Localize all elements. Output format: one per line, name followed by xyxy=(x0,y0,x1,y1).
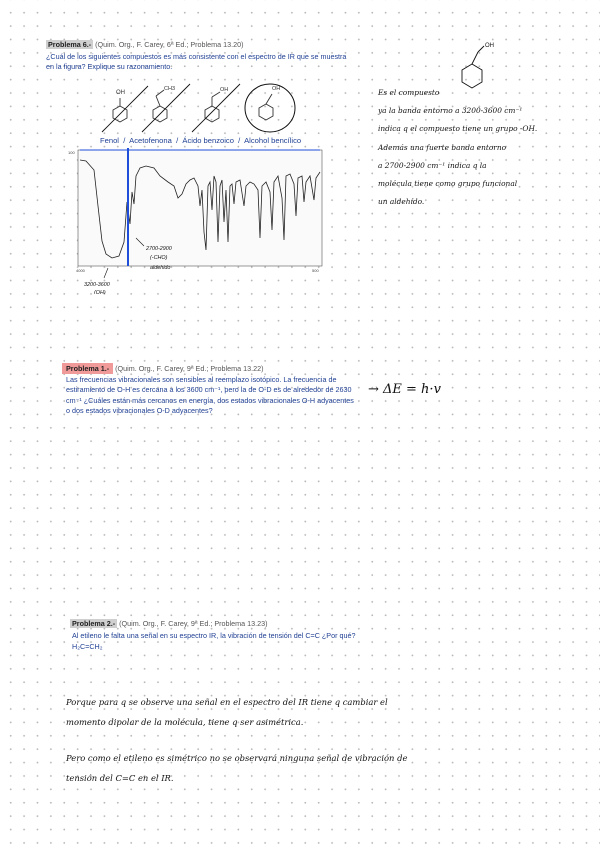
answer-line: molécula tiene como grupo funcional xyxy=(378,179,518,189)
problem1-answer: → ΔE = h·v xyxy=(368,382,441,397)
separator: / xyxy=(176,136,179,145)
answer-line: momento dipolar de la molécula, tiene q ser asimétrica. xyxy=(66,717,304,727)
answer-line: Pero como el etileno es simétrico no se observará ninguna señal de vibración de xyxy=(66,753,408,763)
problem2-header xyxy=(70,619,267,629)
problem1-header xyxy=(62,364,263,374)
answer-line: un aldehído. xyxy=(378,197,425,207)
problem6-header xyxy=(46,40,243,50)
answer-line: tensión del C=C en el IR. xyxy=(66,773,174,783)
x-axis-left-label: 4000 xyxy=(76,268,85,273)
annotation-3200-3600: 3200-3600 xyxy=(84,282,110,288)
ir-spectrum xyxy=(64,146,326,294)
compound-name-acetofenona: Acetofenona xyxy=(129,136,172,145)
answer-line: Además una fuerte banda entorno xyxy=(378,142,507,152)
compound-name-alcohol-bencilico: Alcohol bencílico xyxy=(244,136,302,145)
problem6-reference: (Quim. Org., F. Carey, 6ª Ed.; Problema 13.20) xyxy=(95,40,244,49)
annotation-aldehido: aldehido xyxy=(150,265,171,271)
benzyl-oh-label: OH xyxy=(272,86,281,92)
answer-line: a 2700-2900 cm⁻¹ indica q la xyxy=(378,160,487,170)
problem1-label: Problema 1.- xyxy=(62,363,113,374)
acetophenone-structure xyxy=(153,86,175,122)
answer-line: Porque para q se observe una señal en el espectro del IR tiene q cambiar el xyxy=(66,697,388,707)
ethylene-formula: H₂C=CH₂ xyxy=(72,642,103,651)
answer-line: indica q el compuesto tiene un grupo -OH. xyxy=(378,124,538,134)
phenol-structure xyxy=(113,90,127,122)
compound-name-acido-benzoico: Ácido benzoico xyxy=(182,136,234,145)
compound-structures xyxy=(90,80,315,138)
annotation-cho: (-CHO) xyxy=(150,255,168,261)
compound-names xyxy=(100,136,301,145)
problem2-reference: (Quim. Org., F. Carey, 9ª Ed.; Problema 13.23) xyxy=(119,619,268,628)
answer-oh-label: OH xyxy=(485,43,494,49)
annotation-2700-2900: 2700-2900 xyxy=(146,246,172,252)
x-axis-right-label: 500 xyxy=(312,268,319,273)
compound-name-fenol: Fenol xyxy=(100,136,119,145)
annotation-oh: (OH) xyxy=(94,290,106,294)
problem2-question: Al etileno le falta una señal en su espectro IR, la vibración de tensión del C=C ¿Por qué? xyxy=(72,631,356,640)
answer-line: ya la banda entorno a 3200-3600 cm⁻¹ xyxy=(378,106,523,116)
benzoic-acid-structure xyxy=(205,87,228,122)
phenol-oh-label: OH xyxy=(116,90,125,96)
problem2-answer xyxy=(66,697,526,783)
problem2-label: Problema 2.- xyxy=(72,619,116,628)
answer-line: Es el compuesto xyxy=(378,88,440,97)
problem1-reference: (Quim. Org., F. Carey, 9ª Ed.; Problema 13.22) xyxy=(115,364,264,373)
problem6-label: Problema 6.- xyxy=(48,40,92,49)
problem6-answer xyxy=(378,84,588,211)
separator: / xyxy=(238,136,241,145)
benzoic-oh-label: OH xyxy=(220,87,229,93)
acetophenone-ch3-label: CH3 xyxy=(164,86,176,92)
benzyl-alcohol-structure xyxy=(259,86,280,120)
answer-circle xyxy=(245,84,295,132)
separator: / xyxy=(123,136,126,145)
problem1-question: Las frecuencias vibracionales son sensibles al reemplazo isotópico. La frecuencia de estiramiento de O-H es cercana a los 3600 cm⁻¹, pero la de O-D es de alrededor de 2630 cm⁻¹ ¿Cuáles están más cercanos en energía, dos estados vibracionales O-H adyacentes o dos estados vibracionales O-D adyacentes? xyxy=(66,375,354,416)
problem6-question: ¿Cuál de los siguientes compuestos es más consistente con el espectro de IR que se muestra en la figura? Explique su razonamiento. xyxy=(46,52,347,72)
y-axis-top-label: 100 xyxy=(68,150,75,155)
